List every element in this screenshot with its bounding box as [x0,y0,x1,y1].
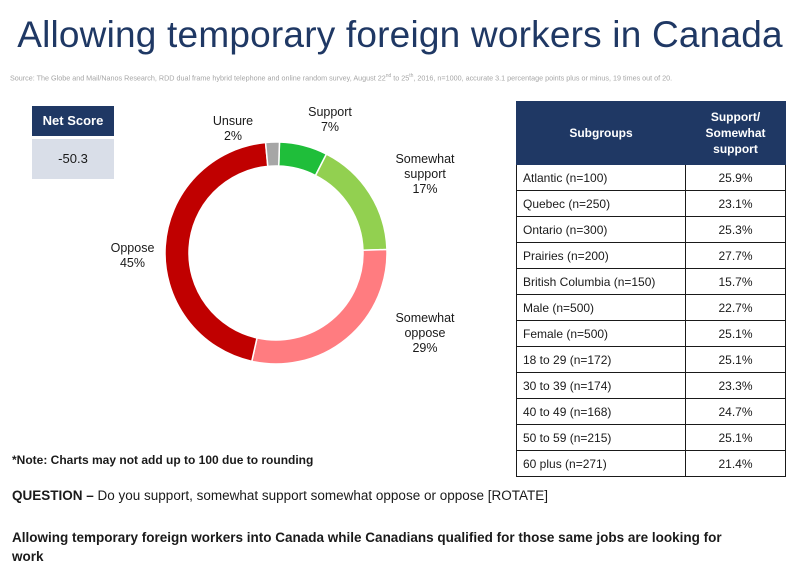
table-row [517,191,786,217]
table-row [517,373,786,399]
table-cell-value: 22.7% [686,295,786,321]
question-label: QUESTION – [12,488,94,503]
table-row [517,269,786,295]
subgroups-table [516,101,786,477]
table-cell-value: 25.1% [686,347,786,373]
slice-label-somewhat-oppose [385,311,465,356]
table-cell-subgroup: 50 to 59 (n=215) [517,425,686,451]
table-header-support: Support/ Somewhat support [686,102,786,165]
table-cell-value: 27.7% [686,243,786,269]
slice-label-support-name: Support [308,105,352,119]
question-text [12,488,548,503]
table-cell-value: 15.7% [686,269,786,295]
slice-somewhat-oppose [252,250,387,364]
slice-label-somewhat-oppose-name1: Somewhat [395,311,455,325]
slice-label-unsure-name: Unsure [212,114,254,128]
table-row [517,321,786,347]
slice-label-support [300,105,360,135]
table-cell-subgroup: Quebec (n=250) [517,191,686,217]
source-note: Source: The Globe and Mail/Nanos Research, RDD dual frame hybrid telephone and online random survey, August 22nd to 25th, 2016, n=1000, accurate 3.1 percentage points plus or minus, 19 times out of 20. [10,73,673,83]
table-cell-value: 25.3% [686,217,786,243]
slice-label-oppose [100,241,165,271]
table-cell-value: 23.3% [686,373,786,399]
slice-unsure [266,142,280,166]
slice-label-support-value: 7% [320,120,340,134]
table-body [517,165,786,477]
slice-somewhat-support [315,154,386,250]
table-row [517,451,786,477]
table-cell-value: 25.9% [686,165,786,191]
table-cell-value: 25.1% [686,321,786,347]
table-cell-subgroup: Ontario (n=300) [517,217,686,243]
table-cell-value: 21.4% [686,451,786,477]
question-body: Do you support, somewhat support somewhat oppose or oppose [ROTATE] [93,488,548,503]
table-row [517,425,786,451]
rounding-note: *Note: Charts may not add up to 100 due to rounding [12,453,314,467]
table-row [517,243,786,269]
table-cell-subgroup: British Columbia (n=150) [517,269,686,295]
table-cell-subgroup: 60 plus (n=271) [517,451,686,477]
table-header-subgroups: Subgroups [517,102,686,165]
page-title: Allowing temporary foreign workers in Canada [17,14,783,55]
slice-label-unsure [203,114,263,144]
slice-label-somewhat-support [385,152,465,197]
net-score-label: Net Score [32,106,114,136]
slice-label-somewhat-support-name2: support [404,167,446,181]
slice-label-oppose-value: 45% [119,256,146,270]
slice-label-unsure-value: 2% [223,129,243,143]
slice-label-somewhat-support-name1: Somewhat [395,152,455,166]
slice-label-somewhat-oppose-value: 29% [412,341,438,355]
table-cell-subgroup: Female (n=500) [517,321,686,347]
table-cell-subgroup: 18 to 29 (n=172) [517,347,686,373]
table-row [517,165,786,191]
table-row [517,217,786,243]
slice-oppose [165,142,268,361]
slice-label-somewhat-oppose-name2: oppose [404,326,446,340]
table-row [517,347,786,373]
table-cell-value: 23.1% [686,191,786,217]
slice-label-oppose-name: Oppose [110,241,155,255]
table-header-row [517,102,786,165]
slice-label-somewhat-support-value: 17% [412,182,438,196]
table-cell-subgroup: Male (n=500) [517,295,686,321]
statement-text: Allowing temporary foreign workers into Canada while Canadians qualified for those same jobs are looking for work [12,530,722,564]
table-cell-subgroup: Atlantic (n=100) [517,165,686,191]
table-row [517,399,786,425]
table-cell-subgroup: 30 to 39 (n=174) [517,373,686,399]
net-score-value: -50.3 [32,139,114,179]
table-cell-subgroup: Prairies (n=200) [517,243,686,269]
table-row [517,295,786,321]
table-cell-value: 25.1% [686,425,786,451]
table-cell-value: 24.7% [686,399,786,425]
table-cell-subgroup: 40 to 49 (n=168) [517,399,686,425]
